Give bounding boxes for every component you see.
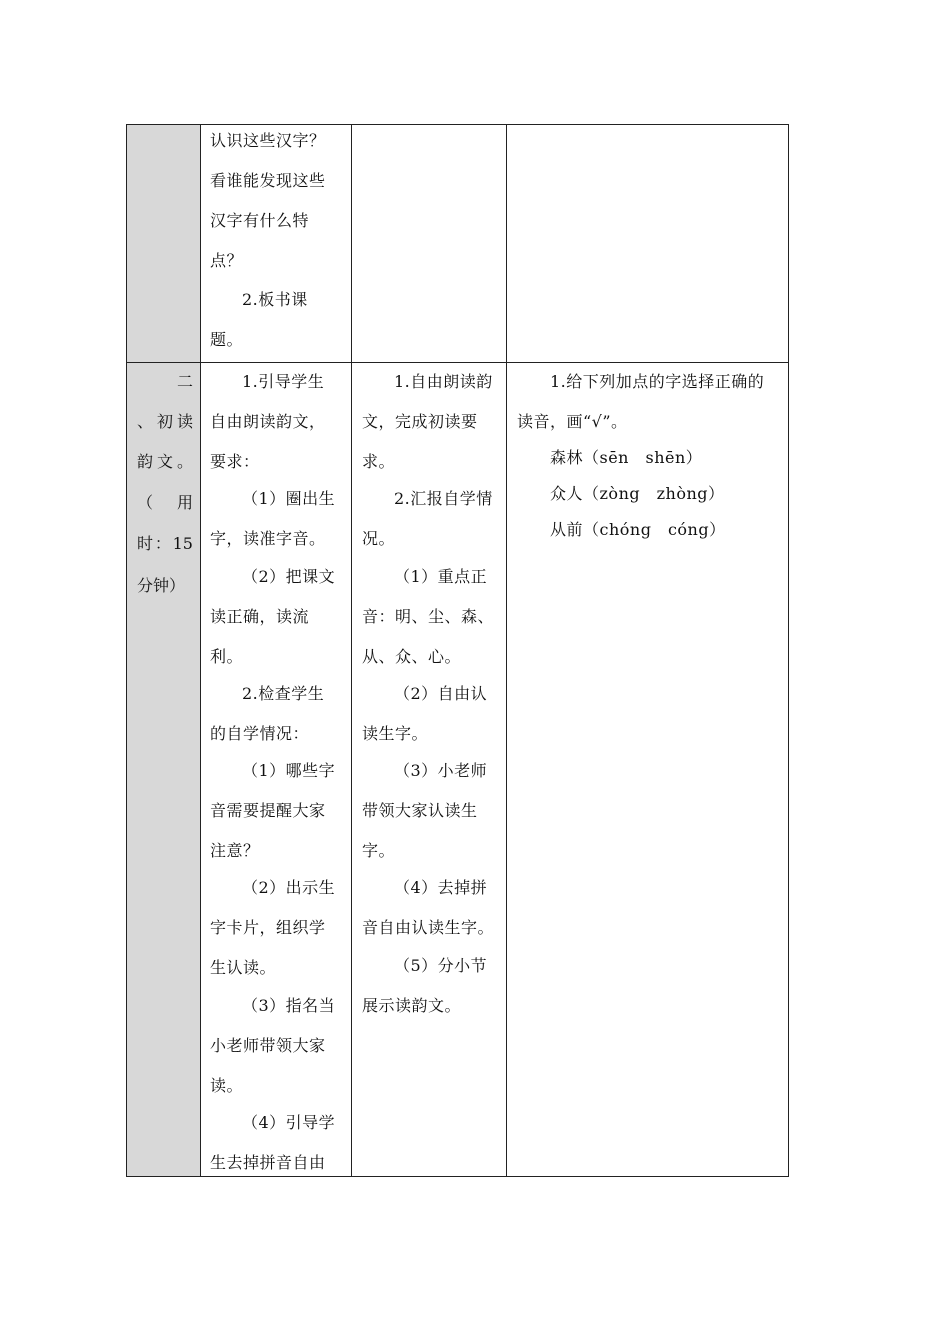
pinyin-item: 森林（sēn shēn） [550,448,703,467]
text-line: 的自学情况： [210,724,310,743]
text-line: 2.汇报自学情 [394,489,493,508]
stage-cell [127,363,201,1176]
text-line: （5）分小节 [394,956,488,975]
text-line: 音自由认读生字。 [362,918,495,937]
table-row [127,363,788,1176]
text-line: 带领大家认读生 [362,801,478,820]
lesson-plan-table [126,124,789,1177]
text-line: （3）指名当 [242,996,336,1015]
student-activity-cell [352,363,507,1176]
text-line: 读生字。 [362,724,429,743]
text-line: 注意？ [210,841,260,860]
text-line: （2）自由认 [394,684,488,703]
student-activity-cell [352,125,507,362]
text-line: （1）哪些字 [242,761,336,780]
text-line: 小老师带领大家 [210,1036,326,1055]
text-line: 1.自由朗读韵 [394,372,493,391]
stage-line: 分钟） [137,576,186,595]
text-line: 从、众、心。 [362,647,462,666]
text-line: 文，完成初读要 [362,412,478,431]
text-line: （3）小老师 [394,761,488,780]
stage-line: 时：15 [137,534,193,553]
text-line: 题。 [210,330,244,349]
text-line: 自由朗读韵文， [210,412,326,431]
table-row [127,125,788,363]
text-line: 展示读韵文。 [362,996,462,1015]
stage-line: 、初读 [137,412,193,431]
stage-line: 二 [177,372,194,391]
text-line: 2.板书课 [242,290,308,309]
text-line: 要求： [210,452,260,471]
text-line: 利。 [210,647,244,666]
pinyin-item: 众人（zòng zhòng） [550,484,725,503]
text-line: 字卡片，组织学 [210,918,326,937]
text-line: 读正确，读流 [210,607,310,626]
text-line: （1）重点正 [394,567,488,586]
text-line: 音需要提醒大家 [210,801,326,820]
text-line: 看谁能发现这些 [210,171,326,190]
text-line: 1.给下列加点的字选择正确的 [550,372,765,391]
teacher-activity-cell [201,125,352,362]
practice-cell [507,363,788,1176]
text-line: （2）出示生 [242,878,336,897]
text-line: （1）圈出生 [242,489,336,508]
text-line: 2.检查学生 [242,684,325,703]
text-line: 1.引导学生 [242,372,325,391]
practice-cell [507,125,788,362]
text-line: 生认读。 [210,958,277,977]
text-line: 读。 [210,1076,244,1095]
text-line: 汉字有什么特 [210,211,310,230]
stage-cell [127,125,201,362]
text-line: 生去掉拼音自由 [210,1153,326,1172]
text-line: 字，读准字音。 [210,529,326,548]
text-line: 读音，画“√”。 [517,412,628,431]
text-line: （4）去掉拼 [394,878,488,897]
text-line: 求。 [362,452,396,471]
text-line: 音：明、尘、森、 [362,607,495,626]
text-line: 字。 [362,841,396,860]
stage-line: （ 用 [137,493,193,512]
pinyin-item: 从前（chóng cóng） [550,520,726,539]
text-line: 况。 [362,529,396,548]
text-line: （4）引导学 [242,1113,336,1132]
text-line: 认识这些汉字？ [210,131,326,150]
text-line: （2）把课文 [242,567,336,586]
text-line: 点？ [210,251,244,270]
stage-line: 韵文。 [137,452,193,471]
teacher-activity-cell [201,363,352,1176]
